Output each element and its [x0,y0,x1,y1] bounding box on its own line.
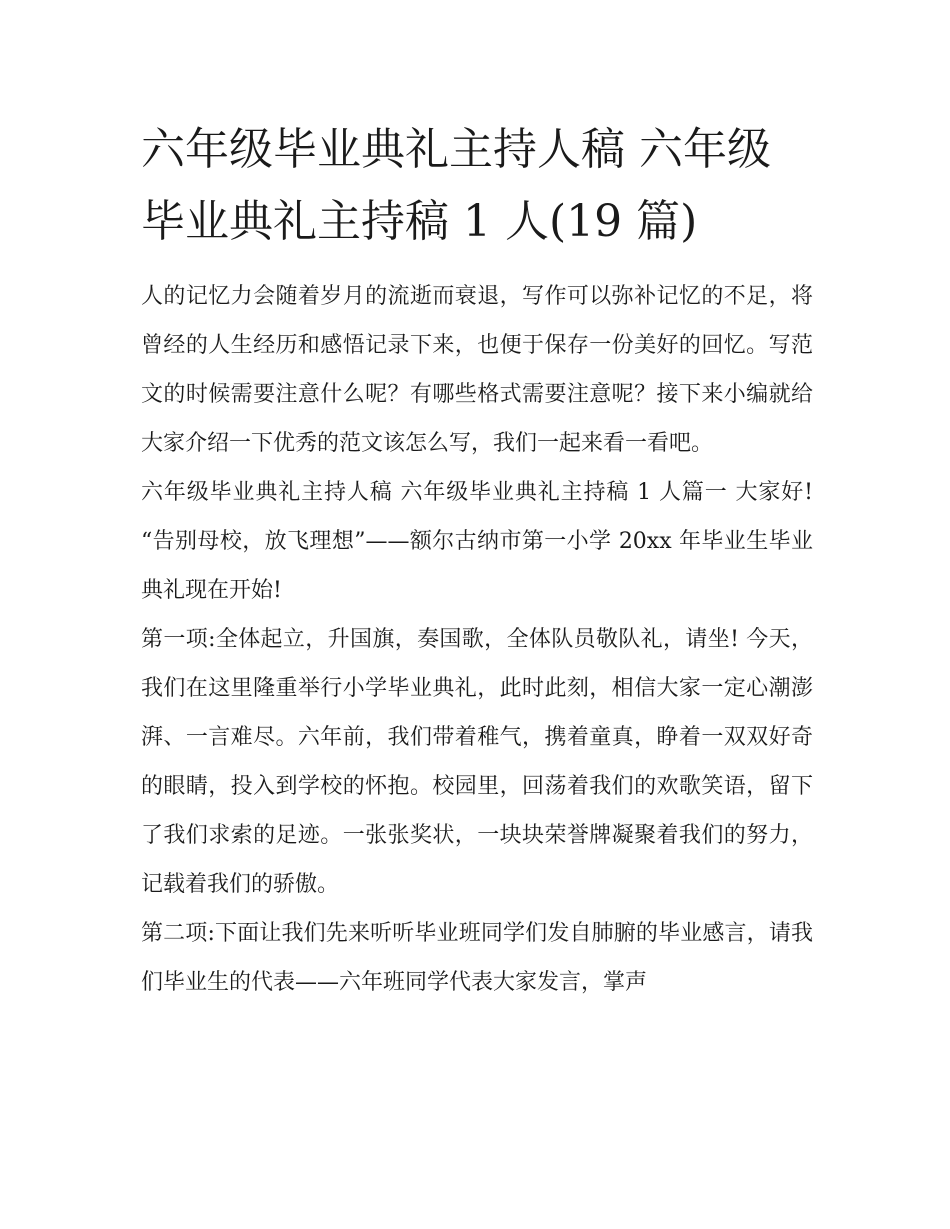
item-two-paragraph: 第二项:下面让我们先来听听毕业班同学们发自肺腑的毕业感言，请我们毕业生的代表——六年班同学代表大家发言，掌声 [141,921,813,995]
document-title: 六年级毕业典礼主持人稿 六年级毕业典礼主持稿 1 人(19 篇) [141,124,771,247]
opening-paragraph: 六年级毕业典礼主持人稿 六年级毕业典礼主持稿 1 人篇一 大家好! “告别母校，放飞理想”——额尔古纳市第一小学 20xx 年毕业生毕业典礼现在开始! [141,480,813,603]
document-content [141,114,813,1007]
intro-paragraph: 人的记忆力会随着岁月的流逝而衰退，写作可以弥补记忆的不足，将曾经的人生经历和感悟记录下来，也便于保存一份美好的回忆。写范文的时候需要注意什么呢？有哪些格式需要注意呢？接下来小编就给大家介绍一下优秀的范文该怎么写，我们一起来看一看吧。 [141,284,813,456]
item-one-paragraph: 第一项:全体起立，升国旗，奏国歌，全体队员敬队礼，请坐! 今天，我们在这里隆重举行小学毕业典礼，此时此刻，相信大家一定心潮澎湃、一言难尽。六年前，我们带着稚气，携着童真，睁着一双双好奇的眼睛，投入到学校的怀抱。校园里，回荡着我们的欢歌笑语，留下了我们求索的足迹。一张张奖状，一块块荣誉牌凝聚着我们的努力，记载着我们的骄傲。 [141,627,813,897]
